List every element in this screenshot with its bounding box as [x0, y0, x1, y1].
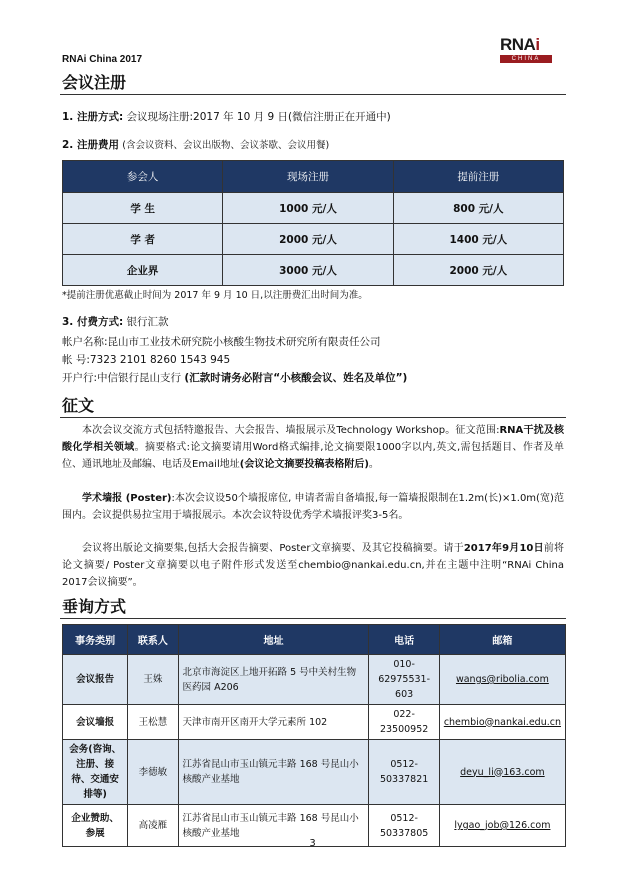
col-header-advance: 提前注册 — [393, 161, 563, 193]
pay-label: 3. 付费方式: — [62, 316, 124, 328]
payment-method — [62, 314, 169, 329]
contact-category: 会议墙报 — [63, 705, 128, 740]
registration-fee-heading — [62, 137, 329, 152]
contact-person: 高凌雁 — [128, 805, 178, 847]
fee-row-student — [63, 193, 564, 224]
fee-table — [62, 160, 564, 286]
bank-note: (汇款时请务必附言“小核酸会议、姓名及单位”) — [184, 372, 408, 384]
contact-person: 王姝 — [128, 655, 178, 705]
contact-row-poster — [63, 705, 566, 740]
contact-person: 王松慧 — [128, 705, 178, 740]
rnai-china-logo — [500, 36, 552, 66]
col-header-email: 邮箱 — [439, 625, 565, 655]
fee-who: 企业界 — [63, 255, 223, 286]
col-header-onsite: 现场注册 — [223, 161, 393, 193]
contact-address: 天津市南开区南开大学元素所 102 — [178, 705, 369, 740]
pay-text: 银行汇款 — [126, 316, 169, 328]
contact-row-report — [63, 655, 566, 705]
call-p1-b: RNA干扰及核酸化学相关领域 — [62, 425, 564, 453]
contact-row-affairs — [63, 740, 566, 805]
col-header-person: 联系人 — [128, 625, 178, 655]
contact-phone: 022-23500952 — [369, 705, 439, 740]
fee-note: (含会议资料、会议出版物、会议茶歇、会议用餐) — [122, 140, 330, 151]
logo-sub-text: CHINA — [500, 55, 552, 63]
fee-label: 2. 注册费用 — [62, 139, 119, 151]
account-number: 帐 号:7323 2101 8260 1543 945 — [62, 354, 231, 366]
col-header-attendee: 参会人 — [63, 161, 223, 193]
call-paragraph-1 — [62, 422, 564, 473]
fee-advance: 2000 元/人 — [393, 255, 563, 286]
call-p2-a: 学术墙报 (Poster) — [82, 493, 172, 504]
col-header-category: 事务类别 — [63, 625, 128, 655]
fee-row-scholar — [63, 224, 564, 255]
call-paragraph-3 — [62, 540, 564, 591]
col-header-phone: 电话 — [369, 625, 439, 655]
registration-title: 会议注册 — [62, 73, 127, 92]
col-header-address: 地址 — [178, 625, 369, 655]
call-p1-a: 本次会议交流方式包括特邀报告、大会报告、墙报展示及Technology Workshop。征文范围: — [82, 425, 500, 436]
method-text: 会议现场注册:2017 年 10 月 9 日(微信注册正在开通中) — [126, 111, 391, 123]
contact-category: 企业赞助、参展 — [63, 805, 128, 847]
contact-address: 江苏省昆山市玉山镇元丰路 168 号昆山小核酸产业基地 — [178, 740, 369, 805]
fee-table-header — [63, 161, 564, 193]
contact-category: 会务(咨询、注册、接待、交通安排等) — [63, 740, 128, 805]
call-p1-d: (会议论文摘要投稿表格附后) — [239, 459, 369, 470]
fee-onsite: 1000 元/人 — [223, 193, 393, 224]
fee-advance: 1400 元/人 — [393, 224, 563, 255]
call-p3-b: 2017年9月10日 — [463, 543, 544, 554]
fee-onsite: 2000 元/人 — [223, 224, 393, 255]
call-p1-e: 。 — [368, 459, 379, 470]
fee-advance: 800 元/人 — [393, 193, 563, 224]
fee-onsite: 3000 元/人 — [223, 255, 393, 286]
contact-phone: 0512-50337821 — [369, 740, 439, 805]
bank-line — [62, 370, 407, 385]
method-label: 1. 注册方式: — [62, 111, 124, 123]
contact-table-header — [63, 625, 566, 655]
contact-phone: 010-62975531-603 — [369, 655, 439, 705]
contact-email-link[interactable]: deyu_li@163.com — [439, 740, 565, 805]
contact-person: 李德敏 — [128, 740, 178, 805]
contact-address: 北京市海淀区上地开拓路 5 号中关村生物医药园 A206 — [178, 655, 369, 705]
section-divider — [60, 417, 566, 418]
section-divider — [60, 618, 566, 619]
call-p2-b: :本次会议设50个墙报席位, 申请者需自备墙报,每一篇墙报限制在1.2m(长)×1.0m(宽)范围内。会议提供易拉宝用于墙报展示。本次会议特设优秀学术墙报评奖3-5名。 — [62, 493, 564, 521]
section-divider — [60, 94, 566, 95]
call-p3-c: 前将论文摘要/ Poster文章摘要以电子附件形式发送至chembio@nankai.edu.cn,并在主题中注明“RNAi China 2017会议摘要”。 — [62, 543, 564, 588]
page-number: 3 — [309, 838, 316, 849]
contact-email-link[interactable]: wangs@ribolia.com — [439, 655, 565, 705]
logo-main-text: RNA — [500, 35, 536, 54]
contact-address: 江苏省昆山市玉山镇元丰路 168 号昆山小核酸产业基地 — [178, 805, 369, 847]
fee-row-industry — [63, 255, 564, 286]
fee-who: 学 者 — [63, 224, 223, 255]
contact-phone: 0512-50337805 — [369, 805, 439, 847]
call-paragraph-2 — [62, 490, 564, 524]
call-p3-a: 会议将出版论文摘要集,包括大会报告摘要、Poster文章摘要、及其它投稿摘要。请于 — [82, 543, 464, 554]
registration-method — [62, 109, 391, 124]
fee-footnote: *提前注册优惠截止时间为 2017 年 9 月 10 日,以注册费汇出时间为准。 — [62, 290, 368, 301]
contact-title: 垂询方式 — [62, 597, 127, 616]
bank-name: 开户行:中信银行昆山支行 — [62, 372, 182, 384]
call-p1-c: 。摘要格式:论文摘要请用Word格式编排,论文摘要限1000字以内,英文,需包括题目、作者及单位、通讯地址及邮编、电话及Email地址 — [62, 442, 564, 470]
account-name: 帐户名称:昆山市工业技术研究院小核酸生物技术研究所有限责任公司 — [62, 336, 381, 348]
fee-who: 学 生 — [63, 193, 223, 224]
contact-category: 会议报告 — [63, 655, 128, 705]
call-title: 征文 — [62, 396, 95, 415]
logo-i-text: i — [535, 35, 540, 54]
contact-email-link[interactable]: chembio@nankai.edu.cn — [439, 705, 565, 740]
contact-email-link[interactable]: lygao_job@126.com — [439, 805, 565, 847]
running-title: RNAi China 2017 — [62, 54, 143, 65]
contact-table — [62, 624, 566, 847]
